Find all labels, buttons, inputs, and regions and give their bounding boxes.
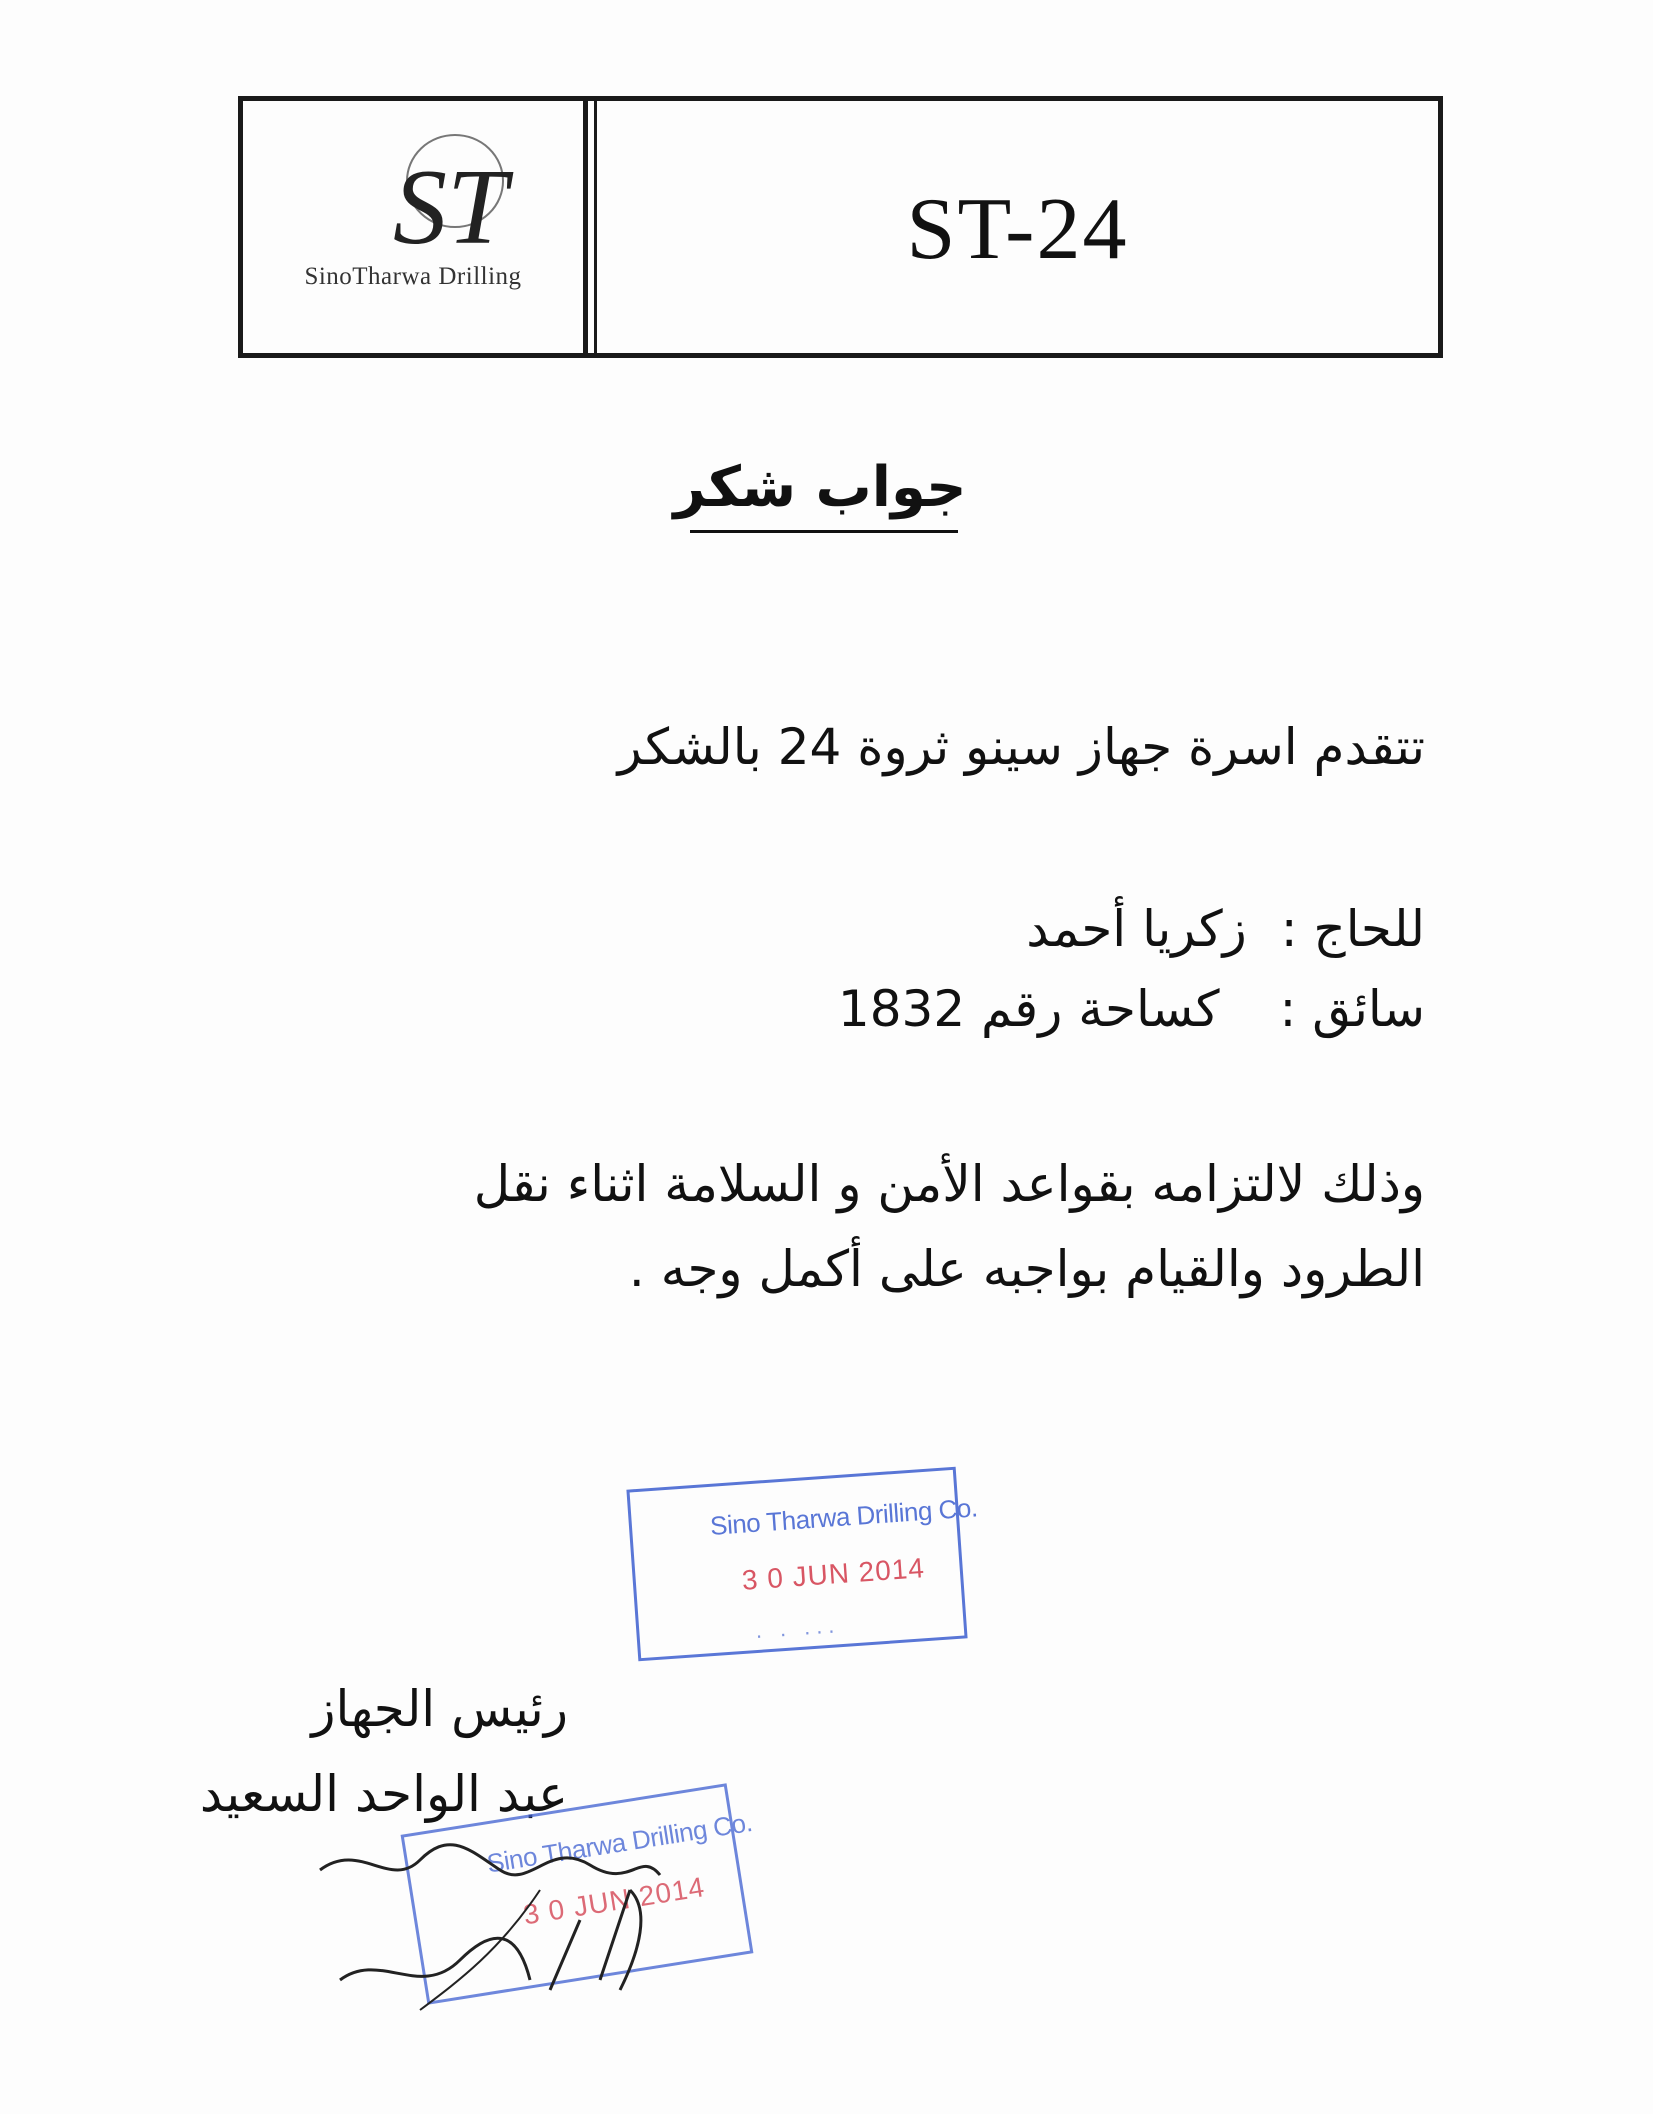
signatory-role: رئيس الجهاز xyxy=(311,1680,568,1738)
recipient-job-label: سائق : xyxy=(1279,980,1425,1038)
logo-monogram: ST xyxy=(393,148,508,263)
recipient-job-row xyxy=(838,980,1425,1038)
logo-company-name: SinoTharwa Drilling xyxy=(304,263,522,290)
stamp-date: 3 0 JUN 2014 xyxy=(521,1871,708,1931)
recipient-name-row xyxy=(1026,900,1425,958)
recipient-name-value: زكريا أحمد xyxy=(1026,900,1247,958)
st-logo-icon xyxy=(383,123,533,263)
company-stamp xyxy=(626,1467,979,1662)
reason-line-2: الطرود والقيام بواجبه على أكمل وجه . xyxy=(628,1240,1425,1298)
rig-code-cell xyxy=(594,101,1438,353)
letterhead-box xyxy=(238,96,1443,358)
recipient-job-value: كساحة رقم 1832 xyxy=(837,980,1220,1038)
reason-line-1: وذلك لالتزامه بقواعد الأمن و السلامة اثناء نقل xyxy=(473,1155,1425,1213)
intro-line: تتقدم اسرة جهاز سينو ثروة 24 بالشكر xyxy=(617,718,1425,776)
handwritten-signature xyxy=(300,1830,720,2030)
page-title: جواب شكر xyxy=(673,455,967,520)
company-logo xyxy=(243,101,588,353)
rig-code: ST-24 xyxy=(906,181,1129,278)
recipient-name-label: للحاج : xyxy=(1280,900,1425,958)
stamp-date: 3 0 JUN 2014 xyxy=(740,1552,926,1596)
stamp-company-name: Sino Tharwa Drilling Co. xyxy=(484,1806,755,1879)
title-underline xyxy=(690,530,958,533)
stamp-company-name: Sino Tharwa Drilling Co. xyxy=(709,1492,979,1541)
signatory-name: عبد الواحد السعيد xyxy=(199,1765,568,1823)
stamp-marks: . . ... xyxy=(754,1612,842,1644)
